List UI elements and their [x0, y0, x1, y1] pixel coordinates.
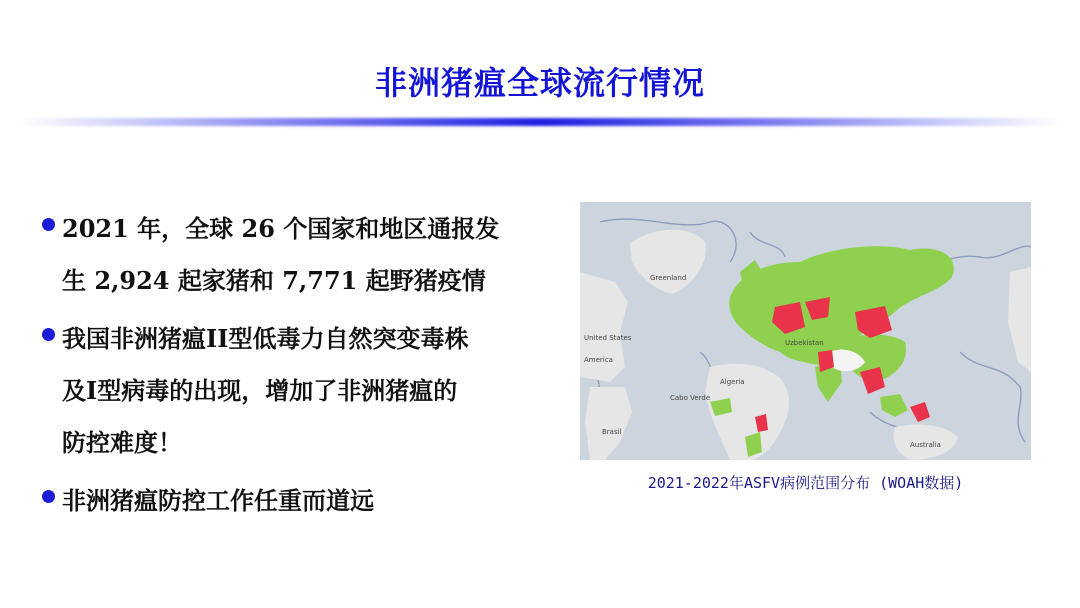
- map-label-australia: Australia: [910, 441, 941, 449]
- map-label-greenland: Greenland: [650, 274, 687, 282]
- page-title: 非洲猪瘟全球流行情况: [374, 64, 705, 102]
- bullet-line: 生 2,924 起家猪和 7,771 起野猪疫情: [62, 266, 486, 295]
- bullet-item: [40, 313, 540, 469]
- map-caption: 2021-2022年ASFV病例范围分布 (WOAH数据): [647, 474, 964, 492]
- world-map-image: [580, 202, 1031, 460]
- bullet-dot-icon: [42, 328, 55, 341]
- map-label-cape-verde: Cabo Verde: [670, 394, 711, 402]
- title-divider: [20, 118, 1060, 126]
- bullet-line: 我国非洲猪瘟II型低毒力自然突变毒株: [62, 324, 469, 353]
- map-label-america: America: [584, 356, 613, 364]
- map-label-uzbekistan: Uzbekistan: [785, 339, 824, 347]
- map-label-brasil: Brasil: [602, 428, 622, 436]
- map-label-united-states: United States: [584, 334, 632, 342]
- bullet-dot-icon: [42, 218, 55, 231]
- bullet-dot-icon: [42, 490, 55, 503]
- bullet-line: 2021 年，全球 26 个国家和地区通报发: [62, 214, 500, 243]
- map-label-algeria: Algeria: [720, 378, 745, 386]
- bullet-list: [40, 203, 540, 533]
- bullet-line: 非洲猪瘟防控工作任重而道远: [62, 486, 374, 515]
- bullet-item: [40, 475, 540, 527]
- bullet-line: 防控难度！: [62, 428, 182, 457]
- bullet-item: [40, 203, 540, 307]
- bullet-line: 及I型病毒的出现，增加了非洲猪瘟的: [62, 376, 458, 405]
- world-map-svg: [580, 202, 1031, 460]
